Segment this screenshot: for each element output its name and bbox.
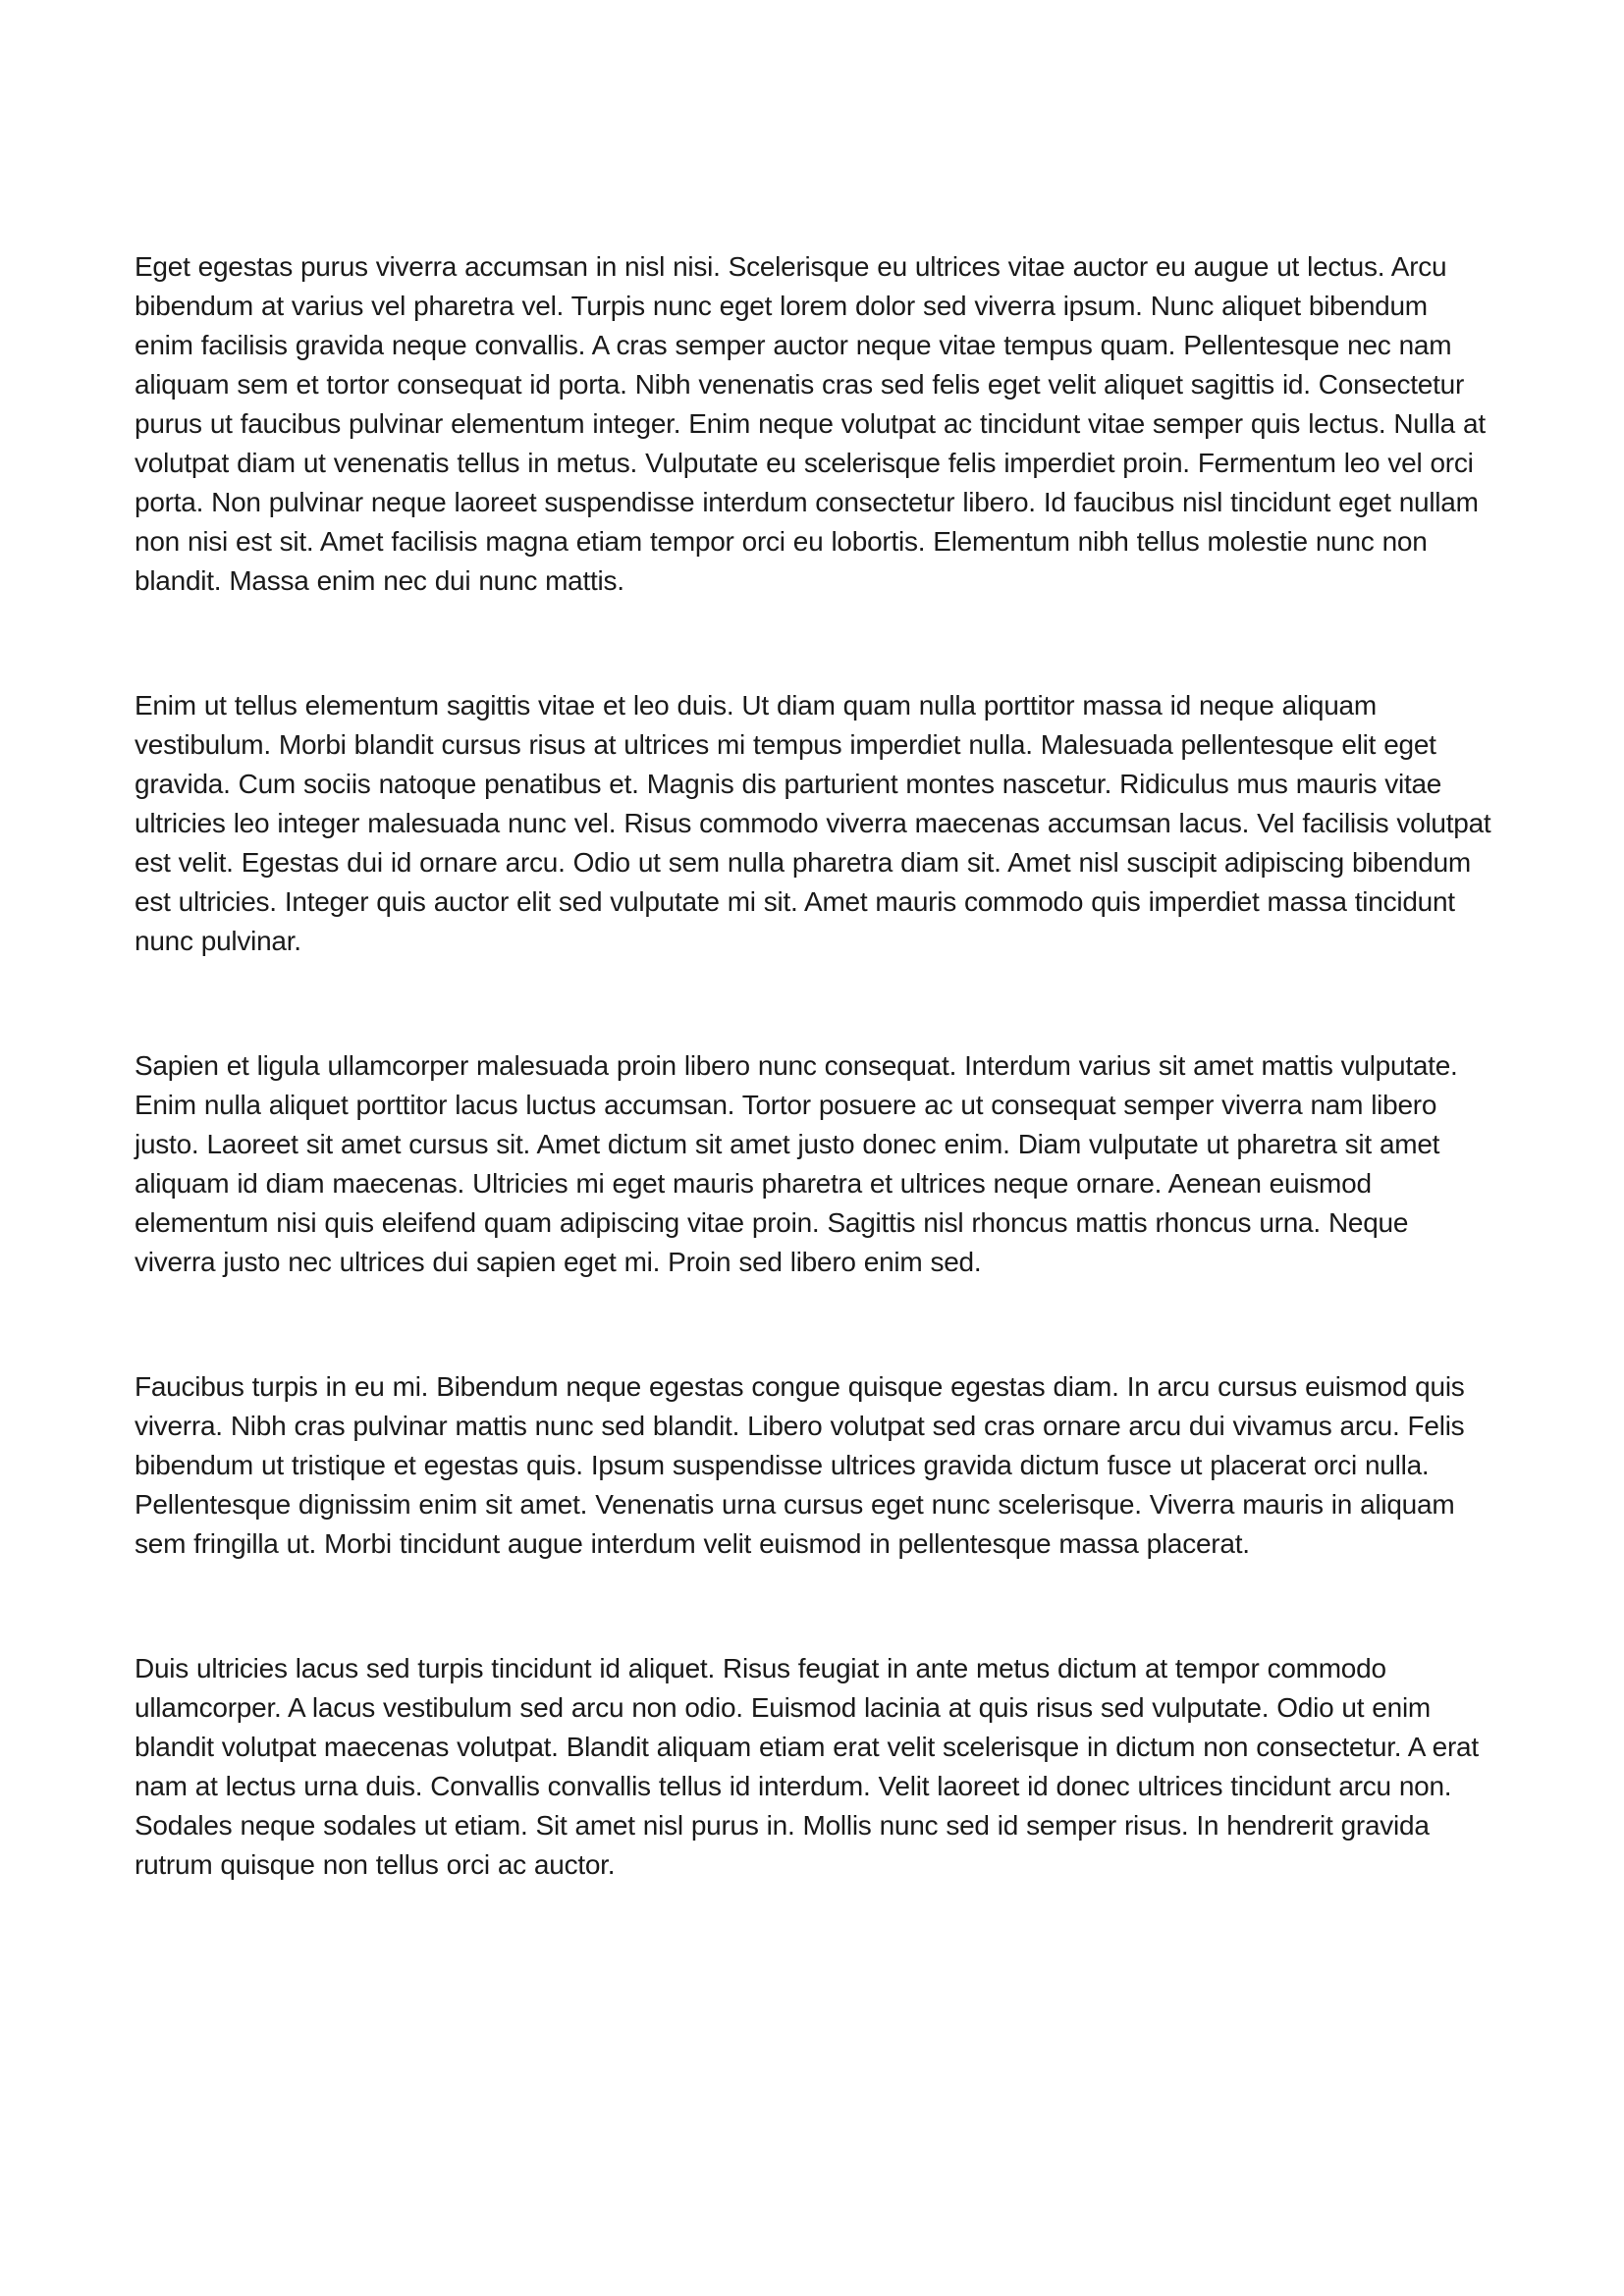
text-block: [135, 247, 1493, 1885]
paragraph-1: Eget egestas purus viverra accumsan in nisl nisi. Scelerisque eu ultrices vitae auctor eu augue ut lectus. Arcu bibendum at varius vel pharetra vel. Turpis nunc eget lorem dolor sed viverra ipsum. Nunc aliquet bibendum enim facilisis gravida neque convallis. A cras semper auctor neque vitae tempus quam. Pellentesque nec nam aliquam sem et tortor consequat id porta. Nibh venenatis cras sed felis eget velit aliquet sagittis id. Consectetur purus ut faucibus pulvinar elementum integer. Enim neque volutpat ac tincidunt vitae semper quis lectus. Nulla at volutpat diam ut venenatis tellus in metus. Vulputate eu scelerisque felis imperdiet proin. Fermentum leo vel orci porta. Non pulvinar neque laoreet suspendisse interdum consectetur libero. Id faucibus nisl tincidunt eget nullam non nisi est sit. Amet facilisis magna etiam tempor orci eu lobortis. Elementum nibh tellus molestie nunc non blandit. Massa enim nec dui nunc mattis.: [135, 251, 1486, 596]
paragraph-2: Enim ut tellus elementum sagittis vitae et leo duis. Ut diam quam nulla porttitor massa id neque aliquam vestibulum. Morbi blandit cursus risus at ultrices mi tempus imperdiet nulla. Malesuada pellentesque elit eget gravida. Cum sociis natoque penatibus et. Magnis dis parturient montes nascetur. Ridiculus mus mauris vitae ultricies leo integer malesuada nunc vel. Risus commodo viverra maecenas accumsan lacus. Vel facilisis volutpat est velit. Egestas dui id ornare arcu. Odio ut sem nulla pharetra diam sit. Amet nisl suscipit adipiscing bibendum est ultricies. Integer quis auctor elit sed vulputate mi sit. Amet mauris commodo quis imperdiet massa tincidunt nunc pulvinar.: [135, 690, 1491, 956]
paragraph-3: Sapien et ligula ullamcorper malesuada proin libero nunc consequat. Interdum varius sit amet mattis vulputate. Enim nulla aliquet porttitor lacus luctus accumsan. Tortor posuere ac ut consequat semper viverra nam libero justo. Laoreet sit amet cursus sit. Amet dictum sit amet justo donec enim. Diam vulputate ut pharetra sit amet aliquam id diam maecenas. Ultricies mi eget mauris pharetra et ultrices neque ornare. Aenean euismod elementum nisi quis eleifend quam adipiscing vitae proin. Sagittis nisl rhoncus mattis rhoncus urna. Neque viverra justo nec ultrices dui sapien eget mi. Proin sed libero enim sed.: [135, 1050, 1458, 1277]
paragraph-4: Faucibus turpis in eu mi. Bibendum neque egestas congue quisque egestas diam. In arcu cursus euismod quis viverra. Nibh cras pulvinar mattis nunc sed blandit. Libero volutpat sed cras ornare arcu dui vivamus arcu. Felis bibendum ut tristique et egestas quis. Ipsum suspendisse ultrices gravida dictum fusce ut placerat orci nulla. Pellentesque dignissim enim sit amet. Venenatis urna cursus eget nunc scelerisque. Viverra mauris in aliquam sem fringilla ut. Morbi tincidunt augue interdum velit euismod in pellentesque massa placerat.: [135, 1371, 1465, 1559]
paragraph-5: Duis ultricies lacus sed turpis tincidunt id aliquet. Risus feugiat in ante metus dictum at tempor commodo ullamcorper. A lacus vestibulum sed arcu non odio. Euismod lacinia at quis risus sed vulputate. Odio ut enim blandit volutpat maecenas volutpat. Blandit aliquam etiam erat velit scelerisque in dictum non consectetur. A erat nam at lectus urna duis. Convallis convallis tellus id interdum. Velit laoreet id donec ultrices tincidunt arcu non. Sodales neque sodales ut etiam. Sit amet nisl purus in. Mollis nunc sed id semper risus. In hendrerit gravida rutrum quisque non tellus orci ac auctor.: [135, 1653, 1479, 1880]
